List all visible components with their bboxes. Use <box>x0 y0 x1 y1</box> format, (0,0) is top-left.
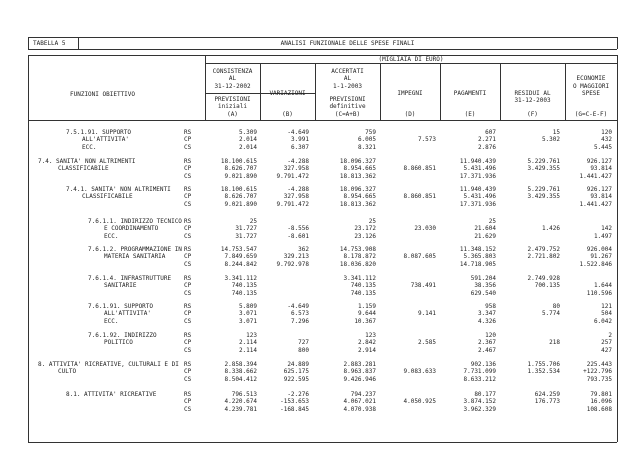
cell-value: 8.963.837 <box>343 368 376 376</box>
col-sep-8 <box>617 55 618 120</box>
cell-value: 2.914 <box>357 346 376 354</box>
header-consistenza-6: (A) <box>227 111 238 118</box>
cell-value: 4.070.938 <box>343 405 376 413</box>
cell-value: 2.367 <box>477 339 496 347</box>
cell-value: 629.540 <box>470 289 496 297</box>
cell-value: 10.367 <box>354 317 376 325</box>
header-economie-2: O MAGGIORI <box>572 83 610 90</box>
cell-value: 31.727 <box>235 232 257 240</box>
header-consistenza-5: iniziali <box>218 103 247 110</box>
cell-value: 740.135 <box>231 289 257 297</box>
cell-value: 91.267 <box>590 253 612 261</box>
header-residui-2: 31-12-2003 <box>514 97 551 104</box>
cell-value: 7.296 <box>290 317 309 325</box>
cell-value: 16.096 <box>590 398 612 406</box>
header-accertati-6: (C=A+B) <box>334 111 361 118</box>
header-bottom-line <box>28 120 617 121</box>
row-label: ECC. <box>82 143 97 151</box>
header-consistenza-1: CONSISTENZA <box>212 68 253 75</box>
cell-value: 5.229.761 <box>527 158 560 165</box>
cell-value: 38.356 <box>474 282 496 290</box>
cell-value: 7.573 <box>417 136 436 144</box>
cell-value: 8.087.605 <box>403 253 436 261</box>
cell-value: 23.030 <box>414 225 436 233</box>
cell-value: 902.136 <box>470 361 496 368</box>
cell-value: 327.958 <box>283 193 309 201</box>
cell-value: 15 <box>552 129 560 136</box>
table-title: ANALISI FUNZIONALE DELLE SPESE FINALI <box>280 40 415 47</box>
cell-value: 5.809 <box>238 303 257 310</box>
row-code: CP <box>184 339 192 347</box>
cell-value: 123 <box>365 332 376 339</box>
cell-value: 8.244.842 <box>224 260 257 268</box>
row-code: RS <box>184 158 192 165</box>
row-code: RS <box>184 246 192 253</box>
cell-value: 2.585 <box>417 339 436 347</box>
row-label: 7.6.1.91. SUPPORTO <box>88 303 154 310</box>
cell-value: 5.431.496 <box>463 193 496 201</box>
row-code: CS <box>184 405 192 413</box>
cell-value: 926.127 <box>586 186 612 193</box>
header-accertati-5: definitive <box>329 103 366 110</box>
cell-value: 110.596 <box>586 289 612 297</box>
row-code: RS <box>184 303 192 310</box>
cell-value: 1.497 <box>593 232 612 240</box>
cell-value: 93.814 <box>590 193 612 201</box>
cell-value: 2.858.394 <box>224 361 257 368</box>
cell-value: 5.229.761 <box>527 186 560 193</box>
header-economie-1: ECONOMIE <box>576 75 606 82</box>
cell-value: 80 <box>552 303 560 310</box>
cell-value: 18.036.820 <box>339 260 376 268</box>
table-label: TABELLA 5 <box>33 40 66 47</box>
cell-value: 9.792.978 <box>276 260 309 268</box>
cell-value: 11.348.152 <box>459 246 496 253</box>
header-unit-line <box>205 63 617 64</box>
cell-value: 2.114 <box>238 346 257 354</box>
body-right-line <box>617 120 618 442</box>
cell-value: 3.429.355 <box>527 165 560 173</box>
row-code: CS <box>184 172 192 180</box>
cell-value: 14.753.908 <box>339 246 376 253</box>
cell-value: 800 <box>298 346 309 354</box>
cell-value: 1.441.427 <box>579 172 612 180</box>
row-label: 7.6.1.92. INDIRIZZO <box>88 332 157 339</box>
cell-value: 11.940.439 <box>459 158 496 165</box>
row-code: RS <box>184 218 192 225</box>
cell-value: 8.633.212 <box>463 375 496 383</box>
cell-value: -168.845 <box>280 405 309 413</box>
cell-value: 2.721.802 <box>527 253 560 261</box>
cell-value: 3.071 <box>238 317 257 325</box>
cell-value: 607 <box>485 129 496 136</box>
row-code: CS <box>184 260 192 268</box>
cell-value: -4.288 <box>287 158 309 165</box>
cell-value: 218 <box>549 339 560 347</box>
cell-value: 9.021.890 <box>224 200 257 208</box>
header-impegni-1: IMPEGNI <box>397 90 423 97</box>
cell-value: 591.204 <box>470 275 496 282</box>
cell-value: 4.220.674 <box>224 398 257 406</box>
cell-value: 740.135 <box>350 289 376 297</box>
title-box-left <box>28 37 29 49</box>
cell-value: 4.050.925 <box>403 398 436 406</box>
cell-value: 740.135 <box>231 282 257 290</box>
cell-value: 2.014 <box>238 136 257 144</box>
cell-value: 759 <box>365 129 376 136</box>
cell-value: 3.874.152 <box>463 398 496 406</box>
cell-value: 6.307 <box>290 143 309 151</box>
row-code: CP <box>184 193 192 201</box>
cell-value: +122.796 <box>583 368 612 376</box>
row-code: CS <box>184 289 192 297</box>
row-label: 8.1. ATTIVITA' RICREATIVE <box>66 391 157 398</box>
cell-value: 4.067.021 <box>343 398 376 406</box>
cell-value: 3.962.329 <box>463 405 496 413</box>
cell-value: 427 <box>601 346 612 354</box>
cell-value: 6.573 <box>290 310 309 318</box>
cell-value: 1.352.534 <box>527 368 560 376</box>
row-code: RS <box>184 275 192 282</box>
cell-value: 958 <box>485 303 496 310</box>
cell-value: 31.727 <box>235 225 257 233</box>
cell-value: 8.321 <box>357 143 376 151</box>
row-label: MATERIA SANITARIA <box>104 253 166 261</box>
cell-value: 2.842 <box>357 339 376 347</box>
cell-value: 257 <box>601 339 612 347</box>
header-accertati-4: PREVISIONI <box>329 96 366 103</box>
cell-value: 2.467 <box>477 346 496 354</box>
cell-value: 4.239.781 <box>224 405 257 413</box>
cell-value: 2.883.281 <box>343 361 376 368</box>
cell-value: 11.940.439 <box>459 186 496 193</box>
cell-value: 25 <box>249 218 257 225</box>
row-label: ECC. <box>104 232 119 240</box>
row-label: 7.5.1.91. SUPPORTO <box>66 129 132 136</box>
cell-value: 18.096.327 <box>339 158 376 165</box>
cell-value: 624.259 <box>534 391 560 398</box>
header-impegni-2: (D) <box>404 111 416 118</box>
cell-value: 3.071 <box>238 310 257 318</box>
cell-value: -4.649 <box>287 129 309 136</box>
cell-value: 362 <box>298 246 309 253</box>
cell-value: 9.141 <box>417 310 436 318</box>
cell-value: 18.096.327 <box>339 186 376 193</box>
cell-value: 9.791.472 <box>276 172 309 180</box>
header-accertati-3: 1-1-2003 <box>333 83 362 90</box>
cell-value: 1.441.427 <box>579 200 612 208</box>
header-residui-1: RESIDUI AL <box>514 90 551 97</box>
cell-value: 79.801 <box>590 391 612 398</box>
cell-value: 794.237 <box>350 391 376 398</box>
body-bottom-line <box>28 442 617 443</box>
row-label: POLITICO <box>104 339 133 347</box>
cell-value: 738.491 <box>410 282 436 290</box>
cell-value: 142 <box>601 225 612 233</box>
cell-value: 123 <box>246 332 257 339</box>
row-code: CP <box>184 225 192 233</box>
cell-value: 93.814 <box>590 165 612 173</box>
cell-value: 120 <box>601 129 612 136</box>
cell-value: 18.813.362 <box>339 200 376 208</box>
cell-value: 3.341.112 <box>343 275 376 282</box>
header-residui-3: (F) <box>527 111 538 118</box>
cell-value: 120 <box>485 332 496 339</box>
cell-value: 926.004 <box>586 246 612 253</box>
row-label: 7.4. SANITA' NON ALTRIMENTI <box>38 158 136 165</box>
cell-value: 3.347 <box>477 310 496 318</box>
header-pagamenti-2: (E) <box>464 111 476 118</box>
cell-value: 5.302 <box>541 136 560 144</box>
cell-value: 1.159 <box>357 303 376 310</box>
cell-value: 3.991 <box>290 136 309 144</box>
cell-value: 926.127 <box>586 158 612 165</box>
cell-value: 9.426.946 <box>343 375 376 383</box>
row-code: CP <box>184 368 192 376</box>
cell-value: 2.114 <box>238 339 257 347</box>
cell-value: 7.731.099 <box>463 368 496 376</box>
cell-value: 23.172 <box>354 225 376 233</box>
cell-value: 793.735 <box>586 375 612 383</box>
row-label: CULTO <box>58 368 77 376</box>
cell-value: 25 <box>368 218 376 225</box>
cell-value: 14.718.905 <box>459 260 496 268</box>
row-label: ALL'ATTIVITA' <box>82 136 129 144</box>
cell-value: 432 <box>601 136 612 144</box>
cell-value: 18.813.362 <box>339 172 376 180</box>
cell-value: 5.445 <box>593 143 612 151</box>
row-code: CS <box>184 200 192 208</box>
cell-value: 25 <box>488 218 496 225</box>
row-label: ALL'ATTIVITA' <box>104 310 151 318</box>
cell-value: 1.522.846 <box>579 260 612 268</box>
cell-value: 2.271 <box>477 136 496 144</box>
row-code: RS <box>184 186 192 193</box>
cell-value: 5.309 <box>238 129 257 136</box>
cell-value: 2 <box>608 332 612 339</box>
cell-value: 8.178.872 <box>343 253 376 261</box>
row-code: CP <box>184 165 192 173</box>
header-accertati-1: ACCERTATI <box>331 68 364 75</box>
row-code: CS <box>184 375 192 383</box>
cell-value: 8.954.665 <box>343 193 376 201</box>
row-code: CS <box>184 143 192 151</box>
row-code: RS <box>184 332 192 339</box>
cell-value: -2.276 <box>287 391 309 398</box>
header-variazioni-1: VARIAZIONI <box>269 90 306 97</box>
title-box-top <box>28 37 617 38</box>
cell-value: 4.326 <box>477 317 496 325</box>
cell-value: 108.608 <box>586 405 612 413</box>
row-code: CP <box>184 398 192 406</box>
header-pagamenti-1: PAGAMENTI <box>453 90 487 97</box>
cell-value: 9.021.890 <box>224 172 257 180</box>
cell-value: 727 <box>298 339 309 347</box>
cell-value: -4.649 <box>287 303 309 310</box>
row-label: CLASSIFICABILE <box>58 165 109 173</box>
header-variazioni-2: (B) <box>282 111 293 118</box>
cell-value: 17.371.936 <box>459 200 496 208</box>
cell-value: 8.860.851 <box>403 193 436 201</box>
cell-value: 8.954.665 <box>343 165 376 173</box>
cell-value: 1.644 <box>593 282 612 290</box>
cell-value: 24.889 <box>287 361 309 368</box>
cell-value: -4.288 <box>287 186 309 193</box>
cell-value: 1.426 <box>541 225 560 233</box>
cell-value: 8.626.707 <box>224 165 257 173</box>
row-label: CLASSIFICABILE <box>82 193 133 201</box>
cell-value: 121 <box>601 303 612 310</box>
row-label: 7.4.1. SANITA' NON ALTRIMENTI <box>66 186 171 193</box>
row-code: CP <box>184 282 192 290</box>
cell-value: 5.365.803 <box>463 253 496 261</box>
row-label: SANITARIE <box>104 282 137 290</box>
cell-value: 2.479.752 <box>527 246 560 253</box>
cell-value: 9.644 <box>357 310 376 318</box>
cell-value: -8.601 <box>287 232 309 240</box>
cell-value: 3.341.112 <box>224 275 257 282</box>
cell-value: 329.213 <box>283 253 309 261</box>
cell-value: 740.135 <box>350 282 376 290</box>
header-economie-3: SPESE <box>581 90 601 97</box>
cell-value: 625.175 <box>283 368 309 376</box>
cell-value: 17.371.936 <box>459 172 496 180</box>
header-consistenza-3: 31-12-2002 <box>214 83 251 90</box>
cell-value: 6.042 <box>593 317 612 325</box>
cell-value: 21.629 <box>474 232 496 240</box>
cell-value: 18.100.615 <box>220 186 257 193</box>
cell-value: -153.653 <box>280 398 309 406</box>
cell-value: 9.083.633 <box>403 368 436 376</box>
row-code: CS <box>184 232 192 240</box>
cell-value: 14.753.547 <box>220 246 257 253</box>
cell-value: 796.513 <box>231 391 257 398</box>
cell-value: 922.595 <box>283 375 309 383</box>
header-top-line <box>28 55 617 56</box>
cell-value: 700.135 <box>534 282 560 290</box>
row-code: CS <box>184 346 192 354</box>
row-label: ECC. <box>104 317 119 325</box>
cell-value: 5.431.496 <box>463 165 496 173</box>
cell-value: 176.773 <box>534 398 560 406</box>
header-consistenza-2: AL <box>228 75 237 82</box>
cell-value: 3.429.355 <box>527 193 560 201</box>
cell-value: 225.443 <box>586 361 612 368</box>
row-code: CS <box>184 317 192 325</box>
cell-value: 9.791.472 <box>276 200 309 208</box>
cell-value: 6.005 <box>357 136 376 144</box>
row-code: RS <box>184 391 192 398</box>
row-code: CP <box>184 136 192 144</box>
cell-value: 1.755.706 <box>527 361 560 368</box>
cell-value: 2.014 <box>238 143 257 151</box>
cell-value: -8.556 <box>287 225 309 233</box>
header-consistenza-4: PREVISIONI <box>214 96 251 103</box>
row-label: 8. ATTIVITA' RICREATIVE, CULTURALI E DI <box>38 361 179 368</box>
cell-value: 2.876 <box>477 143 496 151</box>
cell-value: 5.774 <box>541 310 560 318</box>
cell-value: 8.626.707 <box>224 193 257 201</box>
cell-value: 23.126 <box>354 232 376 240</box>
row-label: 7.6.1.1. INDIRIZZO TECNICO <box>88 218 182 225</box>
cell-value: 80.177 <box>474 391 496 398</box>
cell-value: 8.338.662 <box>224 368 257 376</box>
row-label: E COORDINAMENTO <box>104 225 159 233</box>
col-sep-0 <box>28 55 29 120</box>
header-funzioni: FUNZIONI OBIETTIVO <box>70 91 136 98</box>
unit-label: (MIGLIAIA DI EURO) <box>378 56 444 63</box>
title-box-bottom <box>28 49 617 50</box>
cell-value: 504 <box>601 310 612 318</box>
cell-value: 7.849.659 <box>224 253 257 261</box>
row-code: CP <box>184 253 192 261</box>
row-code: RS <box>184 361 192 368</box>
body-left-line <box>28 120 29 442</box>
header-economie-4: (G=C-E-F) <box>574 111 608 118</box>
header-accertati-2: AL <box>343 75 352 82</box>
row-label: 7.6.1.2. PROGRAMMAZIONE IN <box>88 246 182 253</box>
row-label: 7.6.1.4. INFRASTRUTTURE <box>88 275 172 282</box>
cell-value: 21.604 <box>474 225 496 233</box>
cell-value: 8.504.412 <box>224 375 257 383</box>
cell-value: 2.749.928 <box>527 275 560 282</box>
row-code: CP <box>184 310 192 318</box>
row-code: RS <box>184 129 192 136</box>
cell-value: 8.860.851 <box>403 165 436 173</box>
cell-value: 327.958 <box>283 165 309 173</box>
cell-value: 18.100.615 <box>220 158 257 165</box>
title-box-right <box>617 37 618 49</box>
